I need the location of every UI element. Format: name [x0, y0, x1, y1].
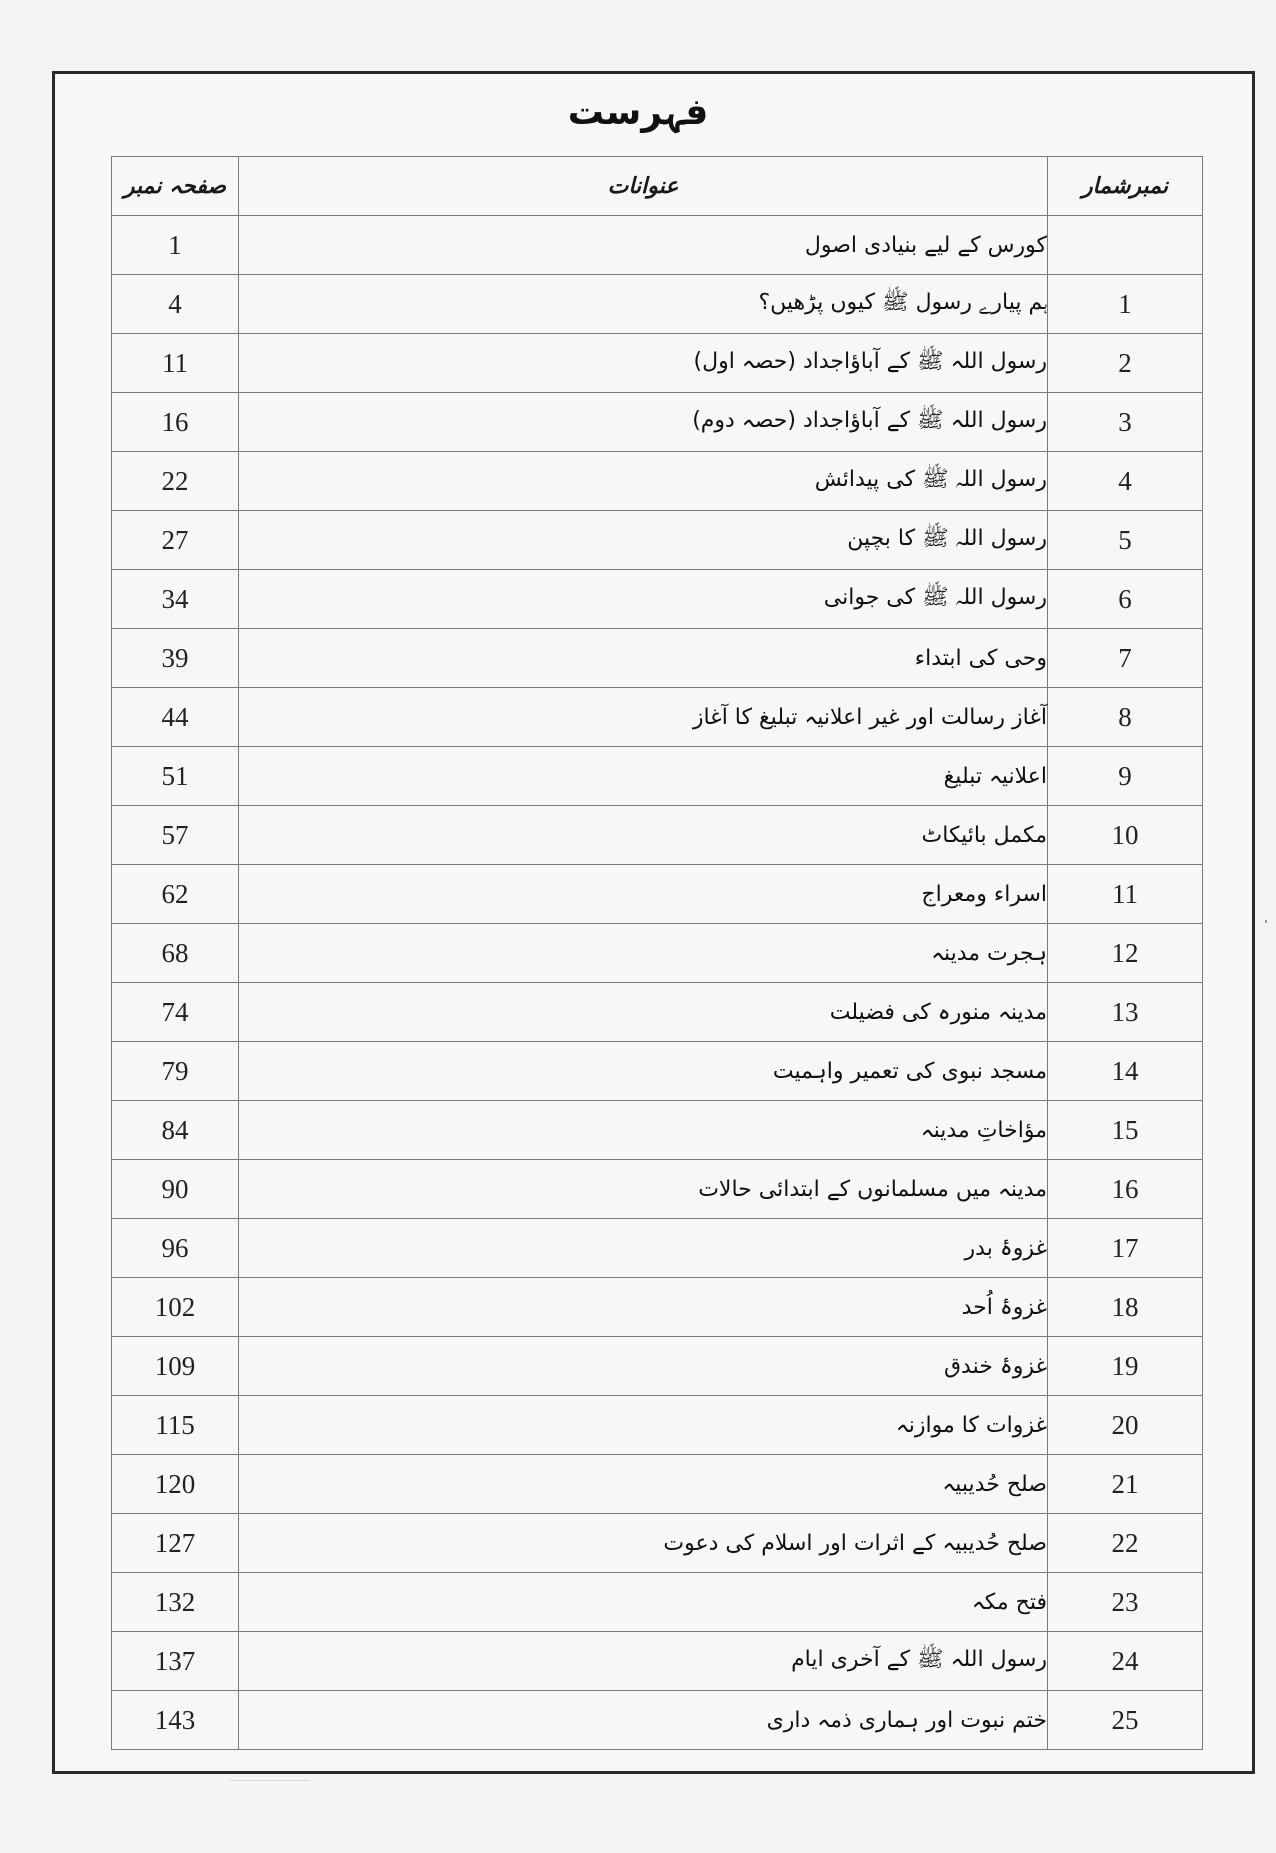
table-row	[112, 806, 1203, 865]
chapter-title-cell: آغاز رسالت اور غیر اعلانیہ تبلیغ کا آغاز	[239, 688, 1048, 747]
page-number-cell: 84	[112, 1101, 239, 1160]
serial-number-cell: 7	[1048, 629, 1203, 688]
chapter-title-cell: وحی کی ابتداء	[239, 629, 1048, 688]
table-body	[112, 216, 1203, 1750]
page-number-cell: 132	[112, 1573, 239, 1632]
serial-number-cell: 16	[1048, 1160, 1203, 1219]
serial-number-cell: 19	[1048, 1337, 1203, 1396]
table-row	[112, 334, 1203, 393]
table-row	[112, 1101, 1203, 1160]
chapter-title-cell: صلح حُدیبیہ کے اثرات اور اسلام کی دعوت	[239, 1514, 1048, 1573]
table-row	[112, 1573, 1203, 1632]
scan-artifact-line	[230, 1780, 310, 1781]
header-page-number: صفحہ نمبر	[112, 157, 239, 216]
chapter-title-cell: اسراء ومعراج	[239, 865, 1048, 924]
page-number-cell: 115	[112, 1396, 239, 1455]
page-number-cell: 51	[112, 747, 239, 806]
page-number-cell: 39	[112, 629, 239, 688]
serial-number-cell: 1	[1048, 275, 1203, 334]
serial-number-cell: 8	[1048, 688, 1203, 747]
page-number-cell: 90	[112, 1160, 239, 1219]
chapter-title-cell: غزوات کا موازنہ	[239, 1396, 1048, 1455]
chapter-title-cell: غزوۂ بدر	[239, 1219, 1048, 1278]
serial-number-cell: 23	[1048, 1573, 1203, 1632]
page-number-cell: 96	[112, 1219, 239, 1278]
serial-number-cell: 9	[1048, 747, 1203, 806]
table-row	[112, 1632, 1203, 1691]
chapter-title-cell: ہم پیارے رسول ﷺ کیوں پڑھیں؟	[239, 275, 1048, 334]
table-row	[112, 924, 1203, 983]
serial-number-cell: 10	[1048, 806, 1203, 865]
header-titles: عنوانات	[239, 157, 1048, 216]
table-row	[112, 983, 1203, 1042]
chapter-title-cell: فتح مکہ	[239, 1573, 1048, 1632]
table-row	[112, 1455, 1203, 1514]
serial-number-cell: 15	[1048, 1101, 1203, 1160]
page-number-cell: 68	[112, 924, 239, 983]
table-row	[112, 511, 1203, 570]
chapter-title-cell: رسول اللہ ﷺ کا بچپن	[239, 511, 1048, 570]
page-number-cell: 57	[112, 806, 239, 865]
page-number-cell: 127	[112, 1514, 239, 1573]
serial-number-cell: 17	[1048, 1219, 1203, 1278]
chapter-title-cell: کورس کے لیے بنیادی اصول	[239, 216, 1048, 275]
serial-number-cell: 22	[1048, 1514, 1203, 1573]
page-title: فہرست	[567, 92, 709, 133]
page-number-cell: 34	[112, 570, 239, 629]
serial-number-cell: 2	[1048, 334, 1203, 393]
chapter-title-cell: مسجد نبوی کی تعمیر واہمیت	[239, 1042, 1048, 1101]
chapter-title-cell: غزوۂ اُحد	[239, 1278, 1048, 1337]
table-row	[112, 1691, 1203, 1750]
chapter-title-cell: صلح حُدیبیہ	[239, 1455, 1048, 1514]
table-row	[112, 216, 1203, 275]
table-row	[112, 1337, 1203, 1396]
page-number-cell: 16	[112, 393, 239, 452]
serial-number-cell: 20	[1048, 1396, 1203, 1455]
page-number-cell: 4	[112, 275, 239, 334]
page-number-cell: 62	[112, 865, 239, 924]
serial-number-cell: 11	[1048, 865, 1203, 924]
table-row	[112, 1160, 1203, 1219]
table-row	[112, 393, 1203, 452]
page-number-cell: 74	[112, 983, 239, 1042]
header-serial-number: نمبرشمار	[1048, 157, 1203, 216]
page-number-cell: 102	[112, 1278, 239, 1337]
table-row	[112, 688, 1203, 747]
serial-number-cell	[1048, 216, 1203, 275]
table-row	[112, 570, 1203, 629]
chapter-title-cell: ہجرت مدینہ	[239, 924, 1048, 983]
chapter-title-cell: رسول اللہ ﷺ کے آباؤاجداد (حصہ دوم)	[239, 393, 1048, 452]
serial-number-cell: 6	[1048, 570, 1203, 629]
serial-number-cell: 24	[1048, 1632, 1203, 1691]
scan-speck	[1265, 920, 1267, 923]
page-number-cell: 109	[112, 1337, 239, 1396]
page-number-cell: 27	[112, 511, 239, 570]
serial-number-cell: 14	[1048, 1042, 1203, 1101]
table-row	[112, 1042, 1203, 1101]
chapter-title-cell: مؤاخاتِ مدینہ	[239, 1101, 1048, 1160]
table-row	[112, 1219, 1203, 1278]
serial-number-cell: 12	[1048, 924, 1203, 983]
serial-number-cell: 3	[1048, 393, 1203, 452]
serial-number-cell: 13	[1048, 983, 1203, 1042]
serial-number-cell: 18	[1048, 1278, 1203, 1337]
chapter-title-cell: ختم نبوت اور ہماری ذمہ داری	[239, 1691, 1048, 1750]
page-number-cell: 44	[112, 688, 239, 747]
table-row	[112, 452, 1203, 511]
serial-number-cell: 25	[1048, 1691, 1203, 1750]
page-number-cell: 143	[112, 1691, 239, 1750]
page-number-cell: 1	[112, 216, 239, 275]
page-number-cell: 137	[112, 1632, 239, 1691]
table-of-contents	[111, 156, 1203, 1750]
chapter-title-cell: مدینہ میں مسلمانوں کے ابتدائی حالات	[239, 1160, 1048, 1219]
table-row	[112, 275, 1203, 334]
chapter-title-cell: غزوۂ خندق	[239, 1337, 1048, 1396]
table-row	[112, 1514, 1203, 1573]
table-row	[112, 1396, 1203, 1455]
page-number-cell: 120	[112, 1455, 239, 1514]
serial-number-cell: 5	[1048, 511, 1203, 570]
page-number-cell: 11	[112, 334, 239, 393]
table-row	[112, 1278, 1203, 1337]
chapter-title-cell: رسول اللہ ﷺ کی جوانی	[239, 570, 1048, 629]
chapter-title-cell: رسول اللہ ﷺ کی پیدائش	[239, 452, 1048, 511]
table-row	[112, 629, 1203, 688]
table-row	[112, 747, 1203, 806]
chapter-title-cell: رسول اللہ ﷺ کے آخری ایام	[239, 1632, 1048, 1691]
table-row	[112, 865, 1203, 924]
page-number-cell: 22	[112, 452, 239, 511]
chapter-title-cell: مدینہ منورہ کی فضیلت	[239, 983, 1048, 1042]
chapter-title-cell: رسول اللہ ﷺ کے آباؤاجداد (حصہ اول)	[239, 334, 1048, 393]
chapter-title-cell: مکمل بائیکاٹ	[239, 806, 1048, 865]
chapter-title-cell: اعلانیہ تبلیغ	[239, 747, 1048, 806]
serial-number-cell: 4	[1048, 452, 1203, 511]
page-number-cell: 79	[112, 1042, 239, 1101]
serial-number-cell: 21	[1048, 1455, 1203, 1514]
table-header-row	[112, 157, 1203, 216]
